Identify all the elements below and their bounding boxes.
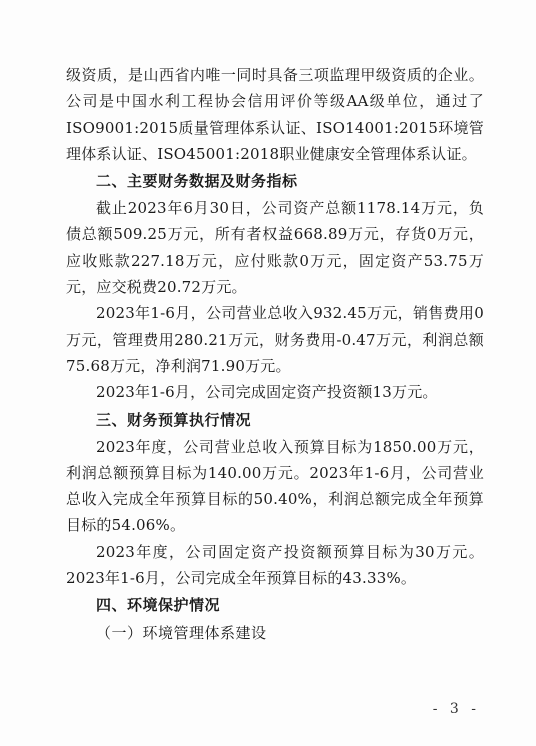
paragraph-budget: 2023年度，公司营业总收入预算目标为1850.00万元，利润总额预算目标为140.00万元。2023年1-6月，公司营业总收入完成全年预算目标的50.40%，利润总额完成全年预算目标的54.06%。 bbox=[66, 437, 484, 535]
paragraph-assets: 截止2023年6月30日，公司资产总额1178.14万元，负债总额509.25万元，所有者权益668.89万元，存货0万元，应收账款227.18万元，应付账款0万元，固定资产53.75万元，应交税费20.72万元。 bbox=[66, 199, 484, 297]
page-number: - 3 - bbox=[432, 701, 480, 717]
paragraph-revenue: 2023年1-6月，公司营业总收入932.45万元，销售费用0万元，管理费用280.21万元，财务费用-0.47万元，利润总额75.68万元，净利润71.90万元。 bbox=[66, 304, 484, 375]
paragraph-budget-investment: 2023年度，公司固定资产投资额预算目标为30万元。2023年1-6月，公司完成全年预算目标的43.33%。 bbox=[66, 542, 484, 588]
document-body bbox=[66, 62, 484, 647]
section-heading-financial-data: 二、主要财务数据及财务指标 bbox=[96, 172, 298, 191]
section-heading-environment: 四、环境保护情况 bbox=[96, 596, 221, 615]
paragraph-investment: 2023年1-6月，公司完成固定资产投资额13万元。 bbox=[96, 383, 438, 402]
section-heading-budget: 三、财务预算执行情况 bbox=[96, 410, 252, 429]
subsection-heading-environment-system: （一）环境管理体系建设 bbox=[96, 624, 267, 643]
paragraph-intro: 级资质，是山西省内唯一同时具备三项监理甲级资质的企业。公司是中国水利工程协会信用评价等级AA级单位，通过了ISO9001:2015质量管理体系认证、ISO14001:2015环境管理体系认证、ISO45001:2018职业健康安全管理体系认证。 bbox=[66, 66, 484, 163]
